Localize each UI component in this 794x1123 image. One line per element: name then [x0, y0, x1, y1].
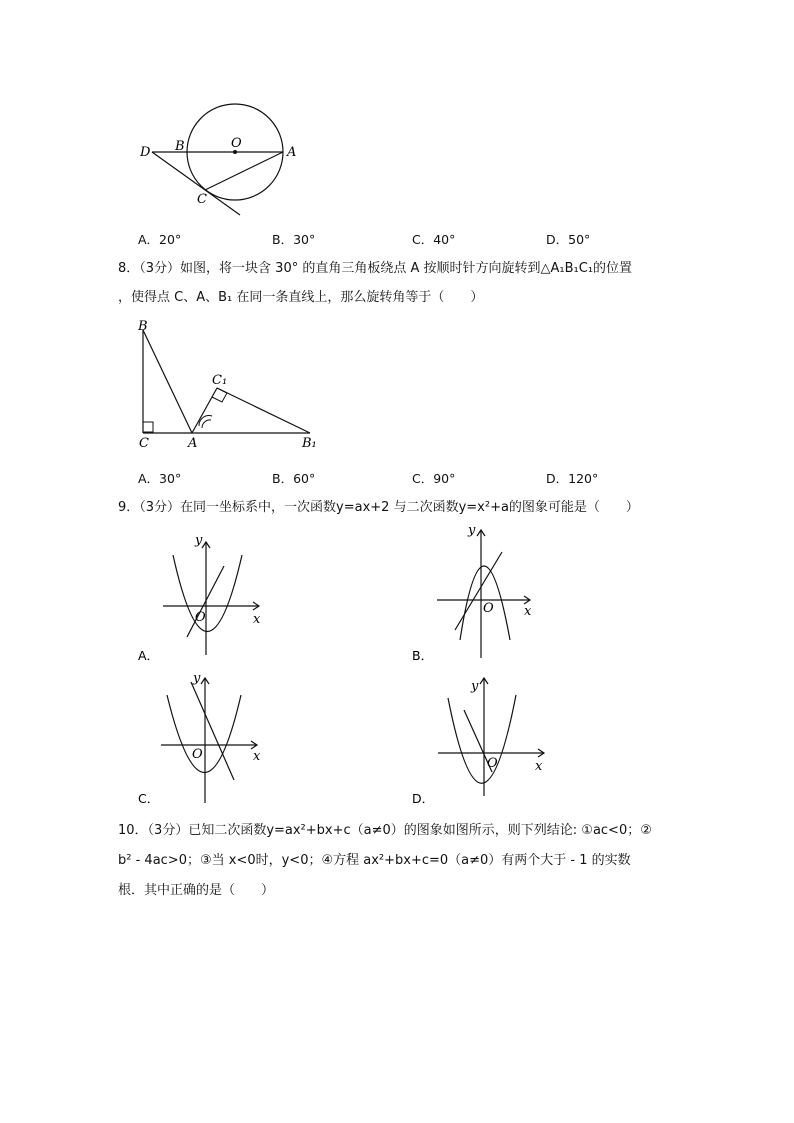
label-c1: C₁ — [212, 373, 228, 388]
q8-option-a[interactable]: A．30° — [138, 471, 182, 486]
axis-x: x — [535, 759, 543, 774]
option-label: B． — [412, 648, 434, 663]
q9-graph-d[interactable] — [410, 670, 550, 810]
axis-x: x — [524, 604, 532, 619]
axis-x: x — [253, 612, 261, 627]
q7-figure — [130, 95, 310, 225]
axis-y: y — [468, 523, 476, 538]
origin: O — [192, 747, 203, 762]
q8-option-b[interactable]: B．60° — [272, 471, 316, 486]
axis-y: y — [471, 679, 479, 694]
label-o: O — [231, 136, 242, 151]
q9-line1: 9．（3分）在同一坐标系中，一次函数y=ax+2 与二次函数y=x²+a的图象可能是（ ） — [118, 500, 639, 515]
origin: O — [483, 601, 494, 616]
q8-figure — [132, 318, 332, 458]
label-c: C — [197, 192, 207, 207]
q7-option-b[interactable]: B．30° — [272, 232, 316, 247]
label-a: A — [188, 436, 198, 451]
origin: O — [487, 756, 498, 771]
label-b1: B₁ — [302, 436, 317, 451]
axis-y: y — [193, 671, 201, 686]
q7-option-c[interactable]: C．40° — [412, 232, 456, 247]
label-c: C — [139, 436, 149, 451]
q7-option-a[interactable]: A．20° — [138, 232, 182, 247]
label-b: B — [175, 139, 185, 154]
option-label: A． — [138, 648, 160, 663]
q9-graph-a[interactable] — [135, 530, 275, 665]
label-a: A — [287, 145, 297, 160]
option-label: C． — [138, 791, 160, 806]
label-d: D — [140, 145, 151, 160]
q7-option-d[interactable]: D．50° — [546, 232, 591, 247]
axis-x: x — [253, 749, 261, 764]
axis-y: y — [195, 533, 203, 548]
q10-line2: b² - 4ac>0；③当 x<0时，y<0；④方程 ax²+bx+c=0（a≠0）有两个大于 - 1 的实数 — [118, 853, 631, 868]
option-label: D． — [412, 791, 435, 806]
q9-graph-c[interactable] — [135, 670, 275, 810]
q8-line1: 8．（3分）如图，将一块含 30° 的直角三角板绕点 A 按顺时针方向旋转到△A₁B₁C₁的位置 — [118, 261, 633, 276]
q10-line3: 根．其中正确的是（ ） — [118, 883, 275, 898]
q8-line2: ，使得点 C、A、B₁ 在同一条直线上，那么旋转角等于（ ） — [118, 290, 484, 305]
q8-option-d[interactable]: D．120° — [546, 471, 599, 486]
q10-line1: 10．（3分）已知二次函数y=ax²+bx+c（a≠0）的图象如图所示，则下列结论: ①ac<0；② — [118, 823, 652, 838]
q8-option-c[interactable]: C．90° — [412, 471, 456, 486]
q9-graph-b[interactable] — [410, 522, 550, 665]
origin: O — [195, 610, 206, 625]
label-b: B — [138, 319, 148, 334]
